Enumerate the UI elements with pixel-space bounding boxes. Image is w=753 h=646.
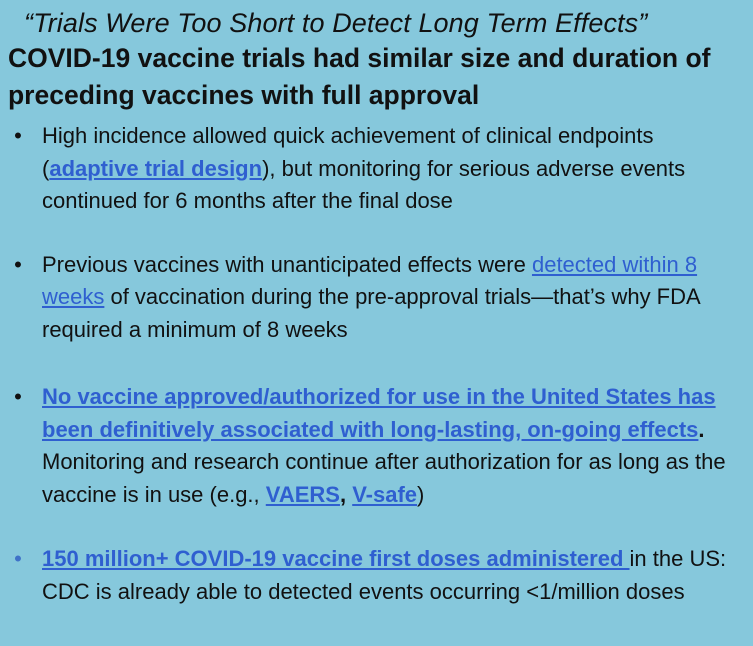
no-vaccine-approved-link[interactable]: No vaccine approved/authorized for use in the United States has been definitively associated with long-lasting, on-going effects	[42, 384, 716, 442]
bullet-3-text-middle: Monitoring and research continue after authorization for as long as the vaccine is in use (e.g.,	[42, 449, 726, 507]
bullet-1-text-after: ), but monitoring for serious adverse events continued for 6 months after the final dose	[42, 155, 686, 213]
slide-headline: COVID-19 vaccine trials had similar size and duration of preceding vaccines with full approval	[8, 43, 711, 110]
bullet-3-text-end: )	[417, 481, 425, 507]
bullet-item-2	[8, 249, 745, 347]
bullet-item-4	[8, 543, 745, 608]
bullet-3-period: .	[698, 416, 705, 442]
bullet-dot: •	[14, 546, 22, 571]
vaers-link[interactable]: VAERS	[265, 481, 340, 507]
bullet-1-text-before: High incidence allowed quick achievement of clinical endpoints (	[42, 123, 654, 181]
bullet-list	[8, 120, 745, 608]
bullet-dot: •	[14, 123, 22, 148]
slide-quote: “Trials Were Too Short to Detect Long Term Effects”	[24, 8, 648, 38]
bullet-dot: •	[14, 251, 22, 277]
bullet-3-comma: ,	[339, 481, 347, 507]
v-safe-link[interactable]: V-safe	[352, 481, 418, 507]
bullet-2-text-after: of vaccination during the pre-approval trials—that’s why FDA required a minimum of 8 weeks	[42, 284, 700, 342]
adaptive-trial-design-link[interactable]: adaptive trial design	[49, 155, 263, 181]
detected-within-8-weeks-link[interactable]: detected within 8 weeks	[42, 251, 698, 309]
bullet-item-1	[8, 120, 745, 218]
bullet-dot: •	[14, 384, 22, 409]
bullet-4-text-after: in the US: CDC is already able to detected events occurring <1/million doses	[42, 546, 727, 604]
bullet-2-text-before: Previous vaccines with unanticipated effects were	[42, 251, 532, 277]
bullet-item-3	[8, 381, 745, 511]
150-million-doses-link[interactable]: 150 million+ COVID-19 vaccine first doses administered	[42, 546, 630, 571]
